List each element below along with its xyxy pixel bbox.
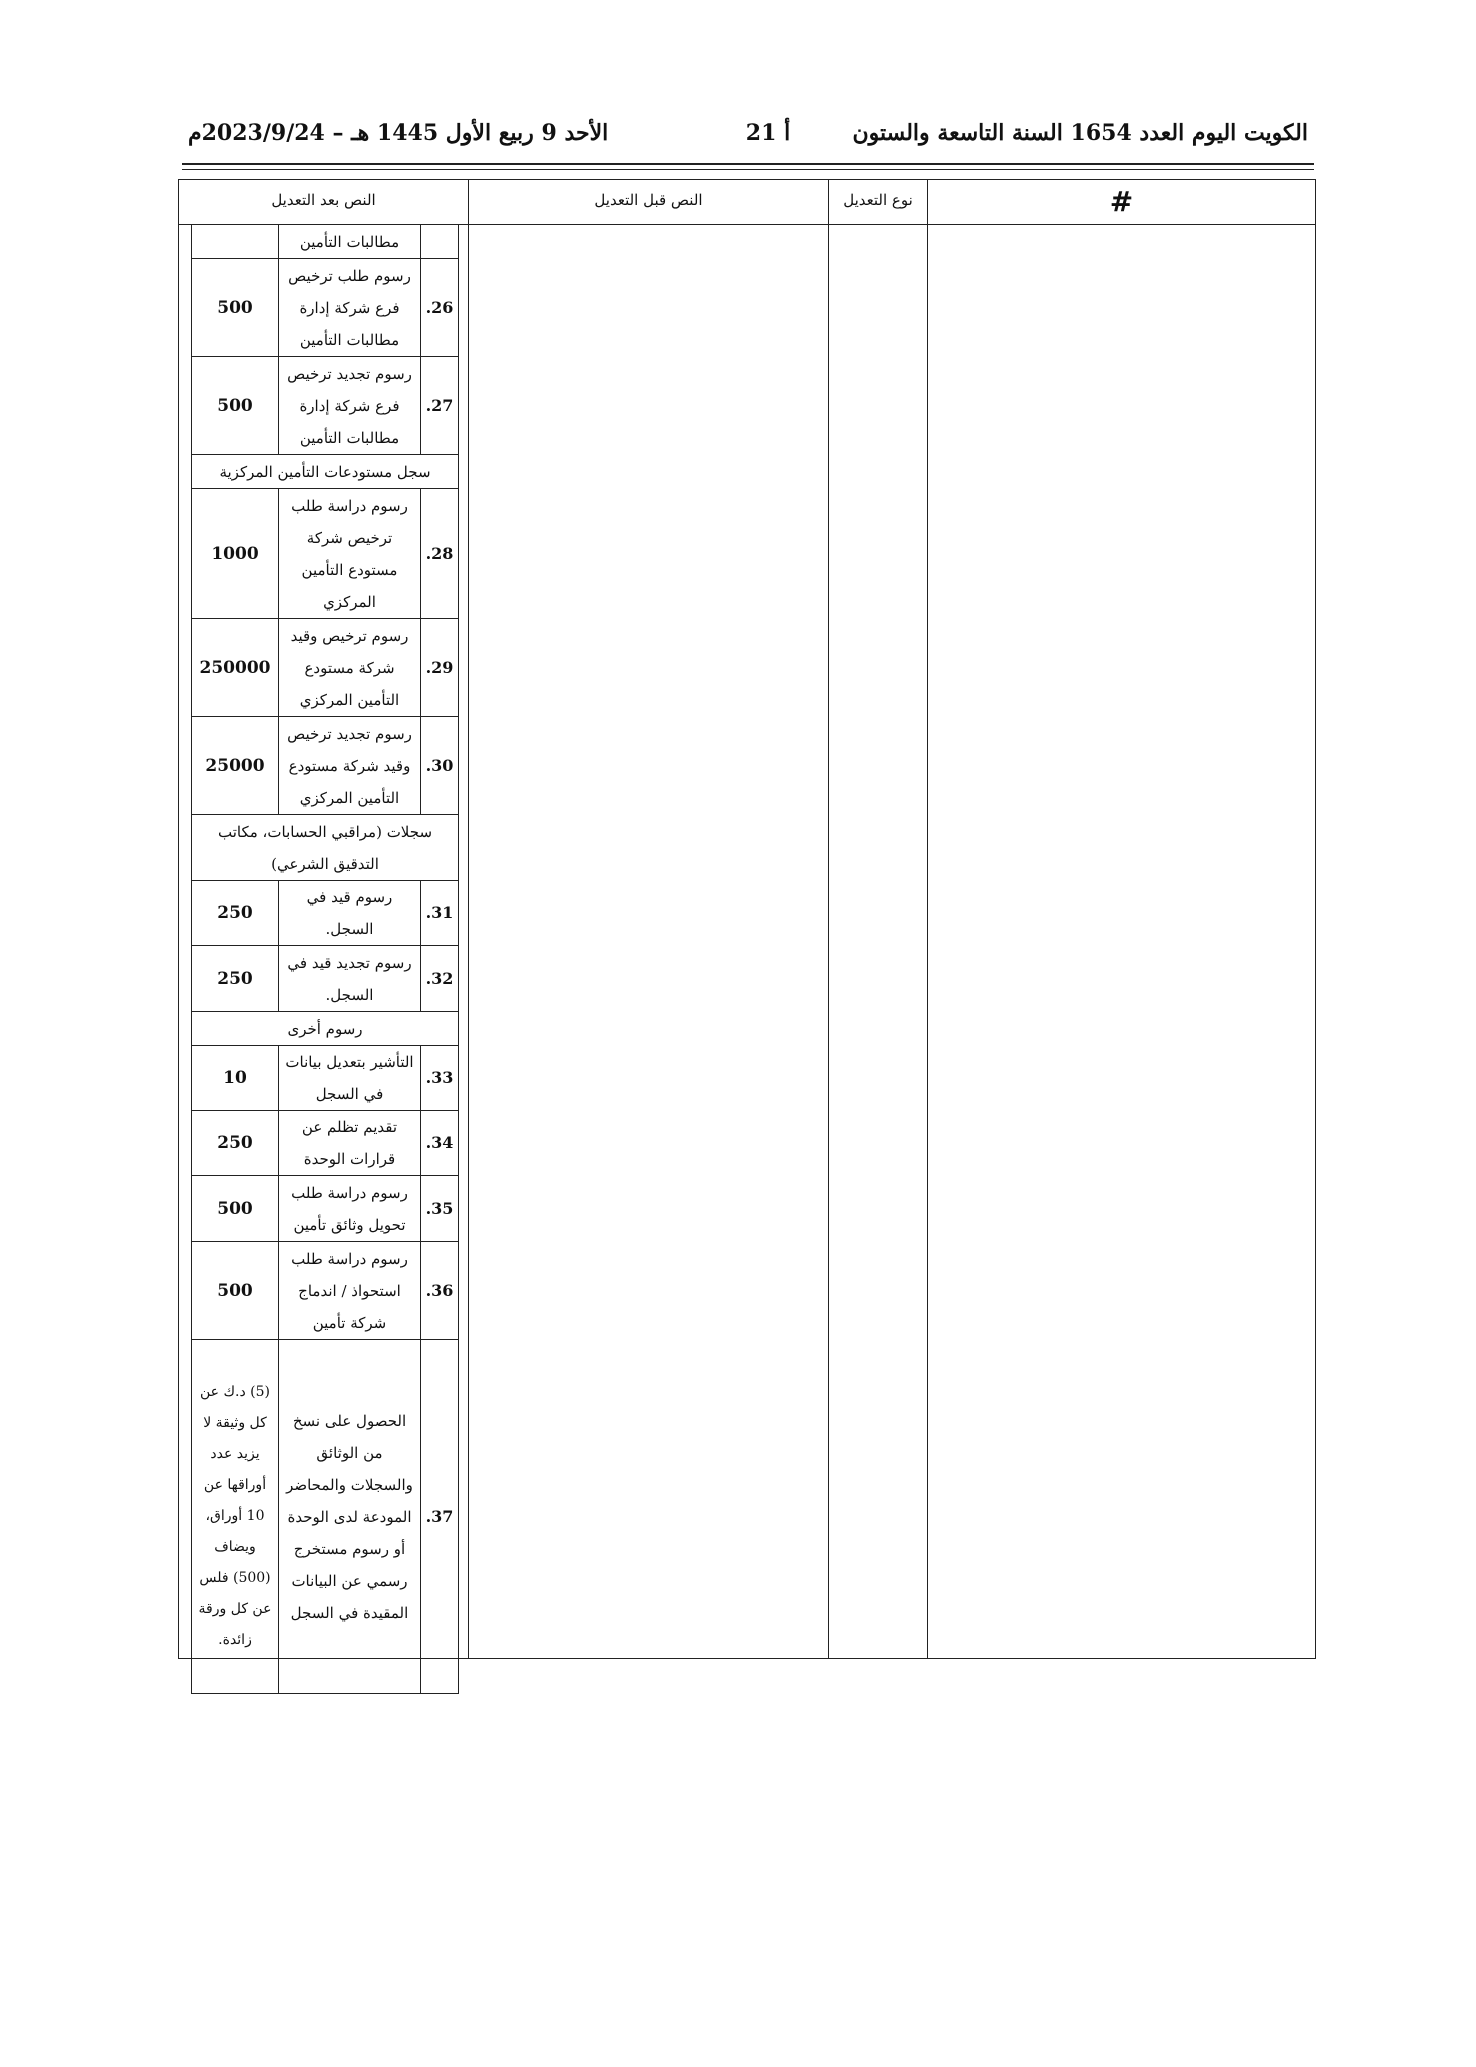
page-header bbox=[188, 118, 1308, 158]
fee-description: رسوم تجديد قيد في السجل. bbox=[279, 946, 421, 1012]
fee-amount: 500 bbox=[192, 357, 279, 455]
fee-number: 37. bbox=[421, 1340, 459, 1694]
table-row bbox=[192, 489, 459, 619]
section-title: سجلات (مراقبي الحسابات، مكاتب التدقيق الشرعي) bbox=[192, 815, 459, 881]
fee-description: رسوم دراسة طلب استحواذ / اندماج شركة تأمين bbox=[279, 1242, 421, 1340]
fee-description: رسوم دراسة طلب تحويل وثائق تأمين bbox=[279, 1176, 421, 1242]
fee-description: الحصول على نسخ من الوثائق والسجلات والمحاضر المودعة لدى الوحدة أو رسوم مستخرج رسمي عن البيانات المقيدة في السجل bbox=[279, 1340, 421, 1694]
fee-description: مطالبات التأمين bbox=[279, 225, 421, 259]
column-divider bbox=[468, 180, 469, 1658]
table-row bbox=[192, 946, 459, 1012]
fee-amount: 250 bbox=[192, 881, 279, 946]
fee-amount: 1000 bbox=[192, 489, 279, 619]
fee-amount bbox=[192, 225, 279, 259]
section-row bbox=[192, 455, 459, 489]
fee-number: 33. bbox=[421, 1046, 459, 1111]
fee-number: 34. bbox=[421, 1111, 459, 1176]
column-header-hash: # bbox=[1109, 185, 1134, 218]
fees-table bbox=[191, 224, 459, 1694]
issue-date: الأحد 9 ربيع الأول 1445 هـ – 2023/9/24م bbox=[188, 120, 609, 146]
header-rule-thin bbox=[182, 169, 1314, 170]
column-divider bbox=[927, 180, 928, 1658]
fee-number: 29. bbox=[421, 619, 459, 717]
fee-amount: 500 bbox=[192, 1176, 279, 1242]
fee-amount: 10 bbox=[192, 1046, 279, 1111]
fee-amount: 500 bbox=[192, 1242, 279, 1340]
table-row bbox=[192, 1340, 459, 1694]
column-header-amendment-type: نوع التعديل bbox=[843, 191, 913, 209]
fee-description: رسوم قيد في السجل. bbox=[279, 881, 421, 946]
fee-amount: 250 bbox=[192, 946, 279, 1012]
table-row bbox=[192, 619, 459, 717]
fee-number: 32. bbox=[421, 946, 459, 1012]
table-row bbox=[192, 225, 459, 259]
fee-number: 36. bbox=[421, 1242, 459, 1340]
fee-description: التأشير بتعديل بيانات في السجل bbox=[279, 1046, 421, 1111]
fee-number bbox=[421, 225, 459, 259]
fee-amount: 25000 bbox=[192, 717, 279, 815]
table-row bbox=[192, 1111, 459, 1176]
gazette-issue-title: الكويت اليوم العدد 1654 السنة التاسعة والستون bbox=[852, 120, 1308, 146]
table-row bbox=[192, 357, 459, 455]
fee-description: تقديم تظلم عن قرارات الوحدة bbox=[279, 1111, 421, 1176]
fee-description: رسوم دراسة طلب ترخيص شركة مستودع التأمين المركزي bbox=[279, 489, 421, 619]
fee-amount: 250 bbox=[192, 1111, 279, 1176]
fee-number: 27. bbox=[421, 357, 459, 455]
fee-amount: 250000 bbox=[192, 619, 279, 717]
column-header-text-before: النص قبل التعديل bbox=[594, 191, 703, 209]
fee-number: 26. bbox=[421, 259, 459, 357]
fee-amount: 500 bbox=[192, 259, 279, 357]
fee-description: رسوم تجديد ترخيص فرع شركة إدارة مطالبات التأمين bbox=[279, 357, 421, 455]
section-row bbox=[192, 1012, 459, 1046]
header-rule-thick bbox=[182, 163, 1314, 165]
section-title: رسوم أخرى bbox=[192, 1012, 459, 1046]
table-row bbox=[192, 717, 459, 815]
table-row bbox=[192, 1176, 459, 1242]
fee-number: 35. bbox=[421, 1176, 459, 1242]
section-row bbox=[192, 815, 459, 881]
fee-amount: (5) د.ك عن كل وثيقة لا يزيد عدد أوراقها عن 10 أوراق، ويضاف (500) فلس عن كل ورقة زائدة. bbox=[192, 1340, 279, 1694]
column-divider bbox=[828, 180, 829, 1658]
table-row bbox=[192, 1046, 459, 1111]
fee-description: رسوم ترخيص وقيد شركة مستودع التأمين المركزي bbox=[279, 619, 421, 717]
table-row bbox=[192, 881, 459, 946]
table-row bbox=[192, 259, 459, 357]
table-row bbox=[192, 1242, 459, 1340]
fee-number: 31. bbox=[421, 881, 459, 946]
column-header-text-after: النص بعد التعديل bbox=[271, 191, 376, 209]
fee-number: 28. bbox=[421, 489, 459, 619]
fee-number: 30. bbox=[421, 717, 459, 815]
fee-description: رسوم طلب ترخيص فرع شركة إدارة مطالبات التأمين bbox=[279, 259, 421, 357]
page-number: أ 21 bbox=[745, 120, 791, 146]
fee-description: رسوم تجديد ترخيص وقيد شركة مستودع التأمين المركزي bbox=[279, 717, 421, 815]
section-title: سجل مستودعات التأمين المركزية bbox=[192, 455, 459, 489]
